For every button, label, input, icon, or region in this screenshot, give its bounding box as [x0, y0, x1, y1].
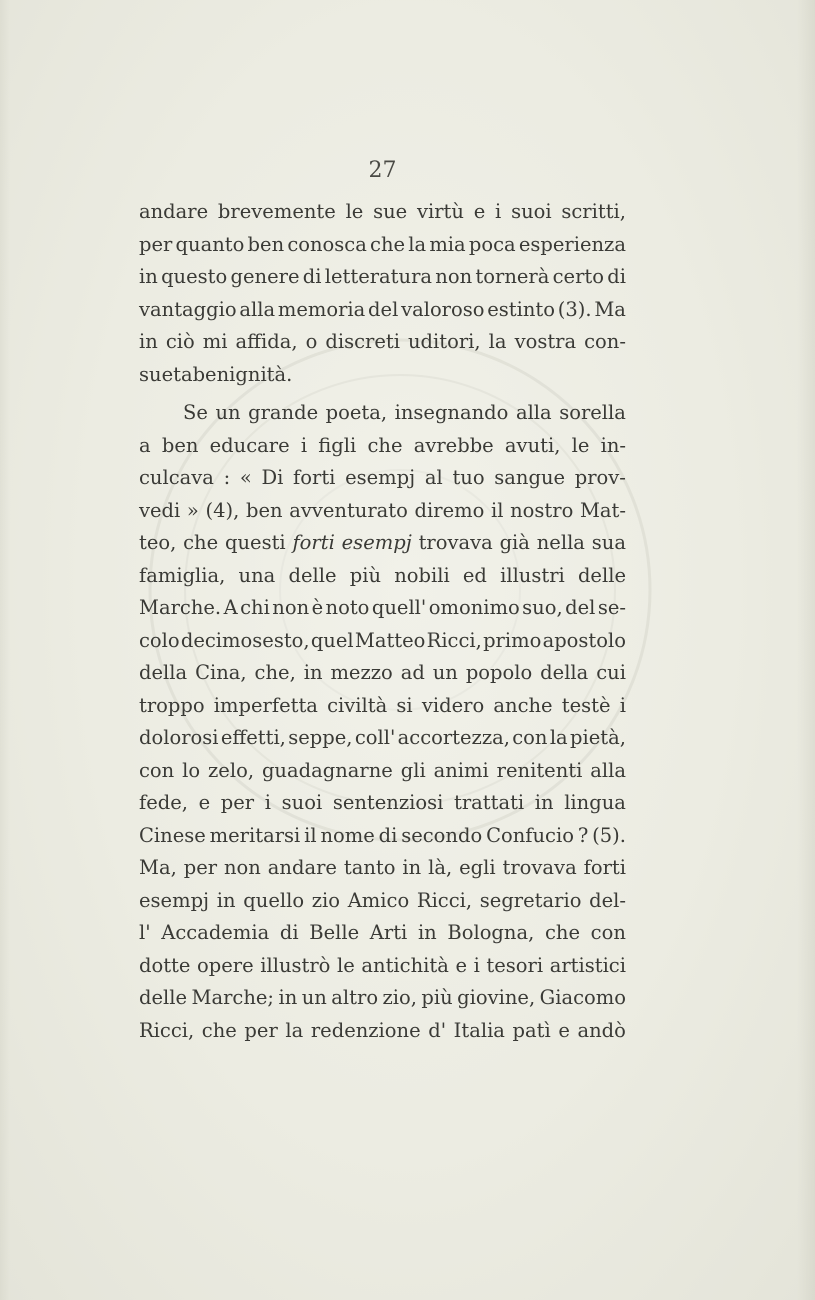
- word: guadagnarne: [261, 758, 393, 782]
- word: per: [220, 791, 255, 814]
- word: troppo: [139, 693, 205, 717]
- word: la: [408, 232, 427, 256]
- word: non: [272, 596, 310, 619]
- word: mia: [429, 232, 466, 256]
- word: in: [402, 856, 422, 879]
- word: tornerà: [475, 265, 550, 288]
- word: nome: [320, 823, 375, 847]
- word: i: [619, 693, 626, 717]
- word: che: [370, 232, 406, 256]
- word: cui: [596, 661, 626, 684]
- word: Marche.: [139, 596, 222, 619]
- word: fede,: [139, 791, 188, 814]
- word: Ma: [594, 297, 626, 321]
- word: più: [421, 986, 453, 1009]
- text-line: [139, 527, 626, 560]
- word: gli: [400, 758, 426, 782]
- word: vantaggio: [139, 297, 237, 321]
- word: la: [488, 330, 507, 353]
- word: Cinese: [139, 823, 206, 847]
- text-line: [139, 755, 626, 788]
- word: «: [239, 466, 252, 489]
- text-line: [139, 462, 626, 495]
- word: segretario: [479, 888, 582, 912]
- text-line: [139, 885, 626, 918]
- word: seppe,: [288, 726, 353, 749]
- word: artistici: [549, 953, 626, 977]
- word: Ricci,: [426, 628, 482, 652]
- word: andare: [139, 200, 209, 223]
- word: civiltà: [327, 693, 388, 717]
- word: in: [139, 265, 158, 288]
- word: :: [223, 466, 231, 489]
- word: con: [590, 921, 626, 944]
- word: secondo: [401, 823, 483, 847]
- word: alla: [239, 297, 276, 321]
- word: memoria: [277, 297, 366, 321]
- word: Di: [261, 466, 284, 489]
- word: vostra: [514, 330, 577, 353]
- word: le: [345, 200, 364, 223]
- text-line: [139, 326, 626, 359]
- text-line: [139, 917, 626, 950]
- word: poeta,: [325, 401, 388, 424]
- text-line: [139, 657, 626, 690]
- word: zio: [311, 888, 341, 912]
- word: chi: [240, 596, 270, 619]
- word: dolorosi: [139, 726, 219, 749]
- word: vedi: [139, 498, 181, 522]
- word: in-: [600, 433, 626, 457]
- word: d': [428, 1018, 447, 1042]
- word: sorella: [559, 401, 626, 424]
- text-line: [139, 397, 626, 430]
- word: del: [368, 297, 399, 321]
- word: la: [549, 726, 568, 749]
- word: suoi: [511, 200, 552, 223]
- text-line: [139, 982, 626, 1015]
- text-line: [139, 229, 626, 262]
- text-line: [139, 430, 626, 463]
- word: esempj: [345, 466, 416, 489]
- word: Arti: [369, 921, 408, 944]
- word: zelo,: [208, 758, 255, 782]
- word: ?: [577, 823, 589, 847]
- word: culcava: [139, 466, 214, 489]
- body-text: [139, 196, 626, 1047]
- word: mezzo: [330, 661, 393, 684]
- word: egli: [459, 856, 496, 879]
- word: Se: [183, 401, 208, 424]
- word: i: [300, 433, 308, 457]
- word: si: [396, 693, 413, 717]
- word: grande: [248, 401, 319, 424]
- word: là,: [428, 856, 453, 879]
- word: avrebbe: [413, 433, 494, 457]
- word: sue: [373, 200, 408, 223]
- word: per: [183, 856, 218, 879]
- word: discreti: [325, 330, 400, 353]
- word: popolo: [465, 661, 533, 684]
- text-line: [139, 359, 626, 392]
- word: primo: [483, 628, 542, 652]
- page-edge-shadow-left: [0, 0, 10, 1300]
- word: anche: [493, 693, 553, 717]
- word: esempj: [139, 888, 210, 912]
- word: illustrò: [260, 953, 331, 977]
- word: delle: [139, 986, 188, 1009]
- word: e: [455, 953, 467, 977]
- word: se-: [597, 596, 626, 619]
- word: i: [473, 953, 480, 977]
- word: Giacomo: [539, 986, 626, 1009]
- word: giovine,: [457, 986, 536, 1009]
- text-line: [139, 722, 626, 755]
- word: le: [571, 433, 590, 457]
- word: nella: [536, 531, 585, 554]
- word: Ricci,: [416, 888, 473, 912]
- word: della: [139, 661, 188, 684]
- word: delle: [577, 563, 626, 587]
- word: genere: [230, 265, 300, 288]
- word: questi: [224, 531, 286, 554]
- word: accortezza,: [397, 726, 510, 749]
- word: a: [139, 433, 151, 457]
- word: in: [216, 888, 236, 912]
- word: della: [540, 661, 589, 684]
- word: Ricci,: [139, 1018, 195, 1042]
- word: dotte: [139, 953, 191, 977]
- word: avventurato: [289, 498, 408, 522]
- word: animi: [433, 758, 489, 782]
- word: apostolo: [542, 628, 626, 652]
- text-line: [139, 787, 626, 820]
- word: andò: [577, 1018, 626, 1042]
- italic-word: forti: [292, 531, 335, 554]
- word: Cina,: [195, 661, 247, 684]
- word: per: [139, 232, 173, 256]
- word: i: [264, 791, 272, 814]
- text-line: [139, 1015, 626, 1048]
- word: ben: [161, 433, 199, 457]
- word: nobili: [394, 563, 450, 587]
- word: tuo: [452, 466, 485, 489]
- word: questo: [161, 265, 228, 288]
- word: che,: [254, 661, 296, 684]
- word: mi: [202, 330, 228, 353]
- word: Amico: [347, 888, 410, 912]
- text-line: [139, 261, 626, 294]
- word: coll': [354, 726, 396, 749]
- word: lingua: [564, 791, 626, 814]
- word: prov-: [574, 466, 626, 489]
- word: imperfetta: [213, 693, 318, 717]
- word: quel: [310, 628, 354, 652]
- word: in: [534, 791, 554, 814]
- word: delle: [288, 563, 337, 587]
- word: videro: [421, 693, 485, 717]
- word: conosca: [287, 232, 367, 256]
- word: di: [302, 265, 322, 288]
- word: »: [186, 498, 199, 522]
- text-line: [139, 560, 626, 593]
- word: omonimo: [428, 596, 520, 619]
- word: andare: [267, 856, 337, 879]
- word: ciò: [165, 330, 195, 353]
- word: colo: [139, 628, 180, 652]
- word: ben: [247, 232, 285, 256]
- text-line: [139, 690, 626, 723]
- word: un: [432, 661, 458, 684]
- word: le: [337, 953, 355, 977]
- word: altro: [331, 986, 379, 1009]
- word: educare: [209, 433, 290, 457]
- text-line: [139, 196, 626, 229]
- word: di: [279, 921, 299, 944]
- text-line: [139, 495, 626, 528]
- word: poca: [468, 232, 516, 256]
- italic-word: esempj: [341, 531, 412, 554]
- word: tanto: [343, 856, 396, 879]
- text-line: [139, 820, 626, 853]
- word: di: [607, 265, 626, 288]
- word: Confucio: [486, 823, 574, 847]
- text-line: [139, 294, 626, 327]
- word: benignità.: [192, 362, 293, 386]
- word: patì: [512, 1018, 551, 1042]
- word: insegnando: [394, 401, 509, 424]
- word: Ma,: [139, 856, 177, 879]
- word: diremo: [414, 498, 485, 522]
- word: Belle: [309, 921, 360, 944]
- word: effetti,: [220, 726, 286, 749]
- word: estinto: [487, 297, 556, 321]
- word: antichità: [361, 953, 449, 977]
- word: con: [512, 726, 548, 749]
- word: suoi: [281, 791, 323, 814]
- word: redenzione: [310, 1018, 421, 1042]
- word: che: [201, 1018, 237, 1042]
- word: Accademia: [161, 921, 270, 944]
- word: di: [378, 823, 398, 847]
- word: già: [499, 531, 530, 554]
- word: il: [304, 823, 317, 847]
- word: e: [473, 200, 486, 223]
- word: la: [285, 1018, 304, 1042]
- word: decimosesto,: [180, 628, 310, 652]
- word: al: [424, 466, 443, 489]
- word: nostro: [510, 498, 574, 522]
- word: alla: [515, 401, 552, 424]
- word: con-: [584, 330, 626, 353]
- word: quello: [243, 888, 305, 912]
- word: con: [139, 758, 175, 782]
- word: per: [244, 1018, 278, 1042]
- word: illustri: [500, 563, 565, 587]
- text-line: [139, 852, 626, 885]
- word: certo: [552, 265, 604, 288]
- word: sua: [591, 531, 626, 554]
- word: scritti,: [561, 200, 626, 223]
- word: che: [544, 921, 580, 944]
- text-line: [139, 950, 626, 983]
- word: alla: [590, 758, 626, 782]
- word: (3).: [557, 297, 592, 321]
- word: letteratura: [324, 265, 433, 288]
- word: che: [183, 531, 219, 554]
- word: (5).: [592, 823, 626, 847]
- word: e: [558, 1018, 570, 1042]
- word: brevemente: [217, 200, 336, 223]
- page-number: 27: [368, 158, 397, 183]
- word: una: [238, 563, 276, 587]
- word: sangue: [494, 466, 566, 489]
- word: A: [223, 596, 238, 619]
- word: quell': [371, 596, 427, 619]
- word: trattati: [453, 791, 525, 814]
- word: pietà,: [570, 726, 626, 749]
- word: più: [349, 563, 381, 587]
- word: Bologna,: [447, 921, 535, 944]
- word: forti: [293, 466, 336, 489]
- word: Marche;: [191, 986, 275, 1009]
- word: affida,: [235, 330, 298, 353]
- word: Matteo: [354, 628, 426, 652]
- word: valoroso: [401, 297, 485, 321]
- word: sentenziosi: [332, 791, 444, 814]
- word: un: [301, 986, 327, 1009]
- word: i: [495, 200, 502, 223]
- word: in: [278, 986, 298, 1009]
- text-line: [139, 625, 626, 658]
- word: trovava: [418, 531, 493, 554]
- word: (4),: [205, 498, 240, 522]
- word: lo: [182, 758, 201, 782]
- word: meritarsi: [209, 823, 301, 847]
- word: in: [139, 330, 158, 353]
- word: opere: [197, 953, 254, 977]
- word: famiglia,: [139, 563, 226, 587]
- word: in: [417, 921, 437, 944]
- word: o: [305, 330, 318, 353]
- page-edge-shadow-right: [797, 0, 815, 1300]
- word: ed: [462, 563, 487, 587]
- word: del: [565, 596, 596, 619]
- word: l': [139, 921, 151, 944]
- word: virtù: [416, 200, 464, 223]
- word: il: [490, 498, 504, 522]
- word: Mat-: [579, 498, 626, 522]
- word: uditori,: [408, 330, 481, 353]
- word: in: [303, 661, 323, 684]
- word: avuti,: [504, 433, 561, 457]
- word: testè: [561, 693, 611, 717]
- word: non: [435, 265, 473, 288]
- word: suo,: [522, 596, 563, 619]
- word: esperienza: [518, 232, 626, 256]
- word: figli: [318, 433, 357, 457]
- word: non: [224, 856, 261, 879]
- word: ben: [245, 498, 283, 522]
- word: renitenti: [496, 758, 583, 782]
- text-line: [139, 592, 626, 625]
- word: quanto: [175, 232, 245, 256]
- word: che: [367, 433, 403, 457]
- word: ad: [400, 661, 425, 684]
- word: forti: [583, 856, 626, 879]
- word: tesori: [486, 953, 544, 977]
- word: noto: [325, 596, 370, 619]
- word: un: [215, 401, 241, 424]
- word: sueta: [139, 362, 193, 386]
- word: del-: [589, 888, 626, 912]
- word: Italia: [453, 1018, 505, 1042]
- word: zio,: [382, 986, 417, 1009]
- word: teo,: [139, 531, 177, 554]
- word: e: [198, 791, 211, 814]
- word: trovava: [502, 856, 577, 879]
- word: è: [311, 596, 324, 619]
